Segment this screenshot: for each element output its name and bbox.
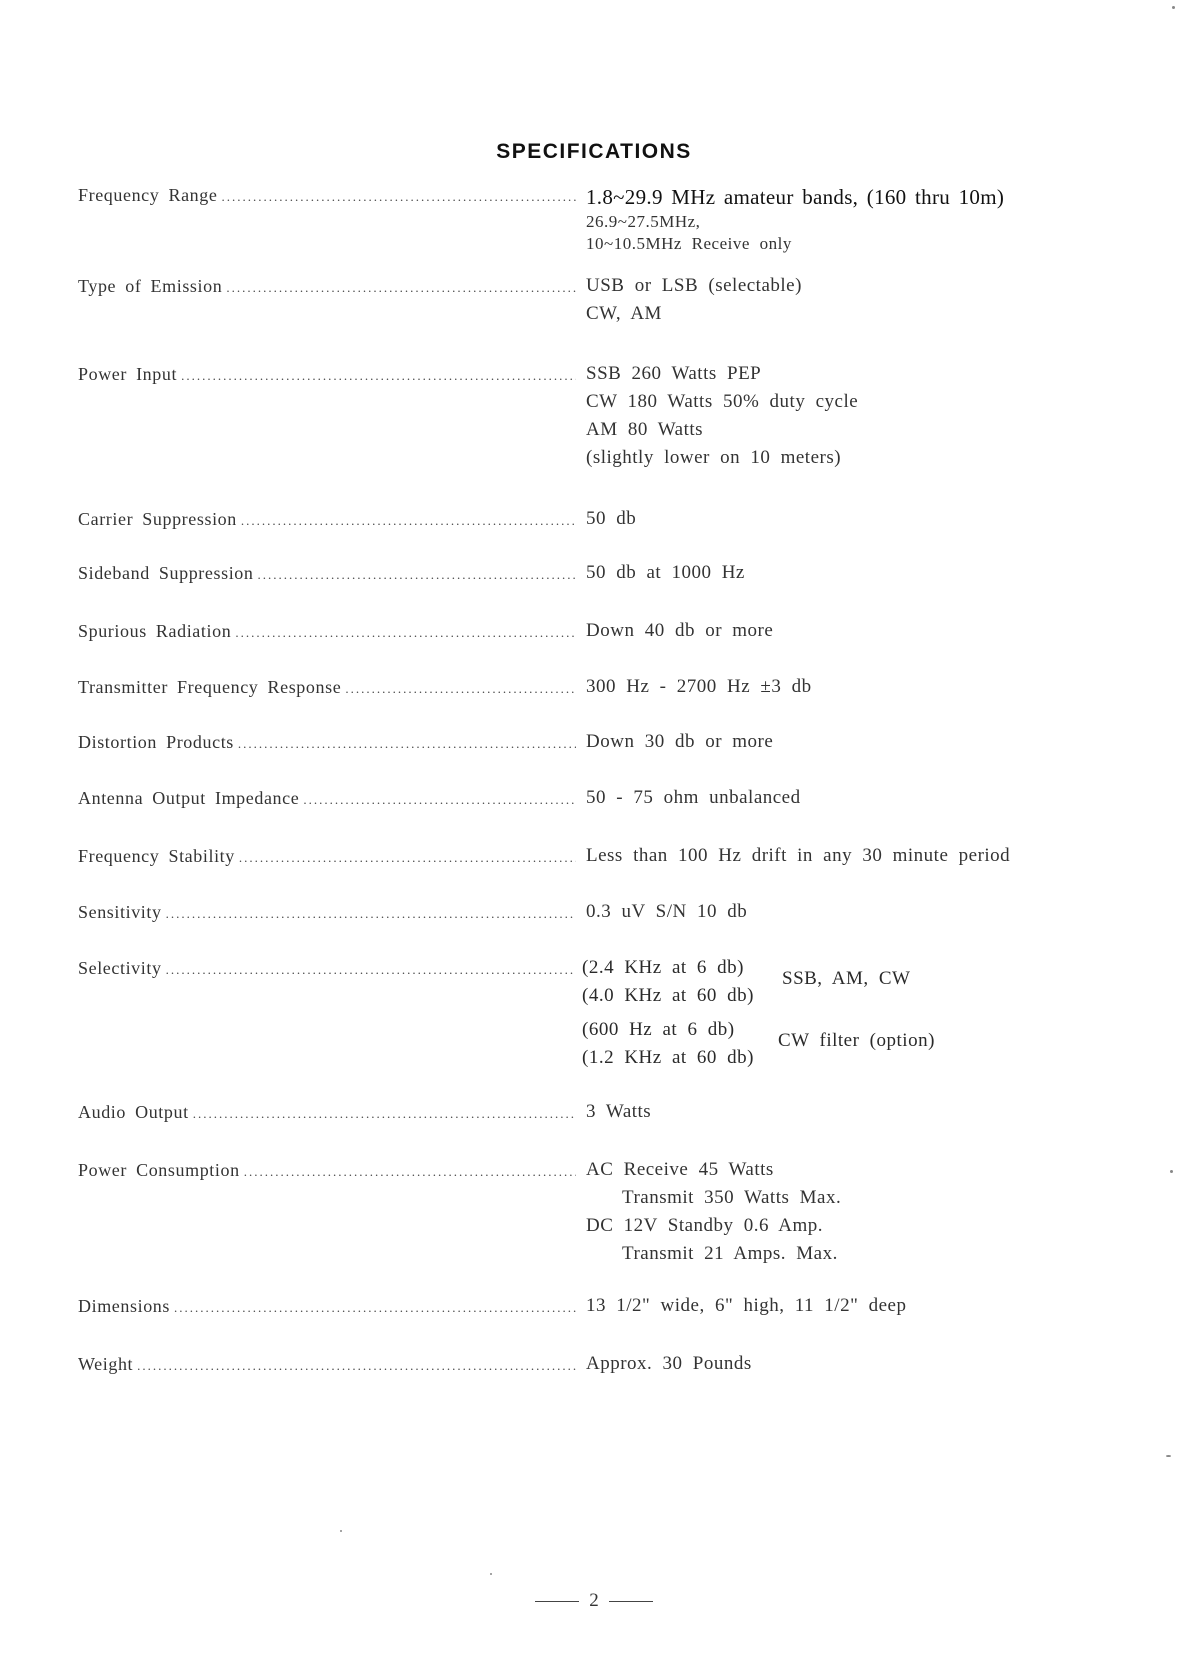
leader-dots	[181, 368, 576, 384]
leader-dots	[166, 906, 576, 922]
spec-label: Spurious Radiation	[78, 621, 232, 641]
spec-label: Antenna Output Impedance	[78, 788, 300, 808]
spec-label: Carrier Suppression	[78, 509, 237, 529]
page-number-text: 2	[589, 1590, 599, 1611]
leader-dots	[244, 1164, 576, 1180]
scan-speck	[340, 1530, 342, 1532]
leader-dots	[238, 736, 576, 752]
spec-value-line: Transmit 350 Watts Max.	[622, 1187, 842, 1208]
spec-value: Approx. 30 Pounds	[586, 1353, 752, 1374]
spec-value: 50 - 75 ohm unbalanced	[586, 787, 801, 808]
spec-value-line: SSB 260 Watts PEP	[586, 363, 762, 384]
scan-speck	[1166, 1455, 1171, 1457]
scan-speck	[1170, 1170, 1173, 1173]
leader-dots	[193, 1106, 576, 1122]
spec-value-line: AC Receive 45 Watts	[586, 1159, 774, 1180]
leader-dots	[345, 681, 576, 697]
spec-value: 300 Hz - 2700 Hz ±3 db	[586, 676, 812, 697]
spec-label: Weight	[78, 1354, 134, 1374]
spec-value-line: USB or LSB (selectable)	[586, 275, 802, 296]
spec-label: Distortion Products	[78, 732, 234, 752]
spec-value: 0.3 uV S/N 10 db	[586, 901, 748, 922]
spec-value-line: 10~10.5MHz Receive only	[586, 234, 792, 253]
spec-value	[586, 183, 1146, 255]
spec-label: Frequency Stability	[78, 846, 235, 866]
leader-dots	[137, 1358, 576, 1374]
spec-label: Type of Emission	[78, 276, 223, 296]
spec-value: Down 30 db or more	[586, 731, 774, 752]
spec-value	[586, 272, 1146, 328]
leader-dots	[235, 625, 576, 641]
spec-value-line: Transmit 21 Amps. Max.	[622, 1243, 838, 1264]
spec-value: Less than 100 Hz drift in any 30 minute period	[586, 845, 1011, 866]
page-title: SPECIFICATIONS	[496, 140, 692, 163]
leader-dots	[166, 962, 576, 978]
spec-value: Down 40 db or more	[586, 620, 774, 641]
leader-dots	[258, 567, 577, 583]
page-number	[0, 1590, 1188, 1612]
spec-value: 50 db at 1000 Hz	[586, 562, 745, 583]
leader-dots	[226, 280, 576, 296]
spec-value: 50 db	[586, 508, 637, 529]
spec-value-line: 1.8~29.9 MHz amateur bands, (160 thru 10m)	[586, 185, 1005, 209]
spec-label: Power Input	[78, 364, 178, 384]
spec-value-line: (600 Hz at 6 db)	[582, 1019, 735, 1040]
page-number-rule-right	[609, 1601, 653, 1602]
spec-value-line: (1.2 KHz at 60 db)	[582, 1047, 754, 1068]
spec-value	[586, 1156, 1146, 1268]
selectivity-mode-note: CW filter (option)	[778, 1030, 935, 1051]
selectivity-mode-note: SSB, AM, CW	[782, 968, 911, 989]
spec-value-line: AM 80 Watts	[586, 419, 704, 440]
leader-dots	[241, 513, 576, 529]
spec-value-line: 26.9~27.5MHz,	[586, 212, 701, 231]
spec-label: Audio Output	[78, 1102, 189, 1122]
spec-label: Transmitter Frequency Response	[78, 677, 342, 697]
spec-label: Frequency Range	[78, 185, 218, 205]
spec-label: Sensitivity	[78, 902, 162, 922]
spec-value-line: (slightly lower on 10 meters)	[586, 447, 842, 468]
spec-value-line: (2.4 KHz at 6 db)	[582, 957, 744, 978]
page-number-rule-left	[535, 1601, 579, 1602]
spec-value-line: CW, AM	[586, 303, 662, 324]
spec-label: Sideband Suppression	[78, 563, 254, 583]
spec-value-line: (4.0 KHz at 60 db)	[582, 985, 754, 1006]
spec-label: Dimensions	[78, 1296, 171, 1316]
leader-dots	[239, 850, 576, 866]
spec-value: 13 1/2" wide, 6" high, 11 1/2" deep	[586, 1295, 907, 1316]
spec-value-line: CW 180 Watts 50% duty cycle	[586, 391, 859, 412]
leader-dots	[174, 1300, 576, 1316]
scan-speck	[1172, 6, 1175, 9]
spec-value	[586, 360, 1146, 472]
leader-dots	[221, 189, 576, 205]
spec-value: 3 Watts	[586, 1101, 652, 1122]
leader-dots	[303, 792, 576, 808]
spec-value-line: DC 12V Standby 0.6 Amp.	[586, 1215, 824, 1236]
spec-label: Power Consumption	[78, 1160, 240, 1180]
scan-speck	[490, 1573, 492, 1575]
spec-label: Selectivity	[78, 958, 162, 978]
